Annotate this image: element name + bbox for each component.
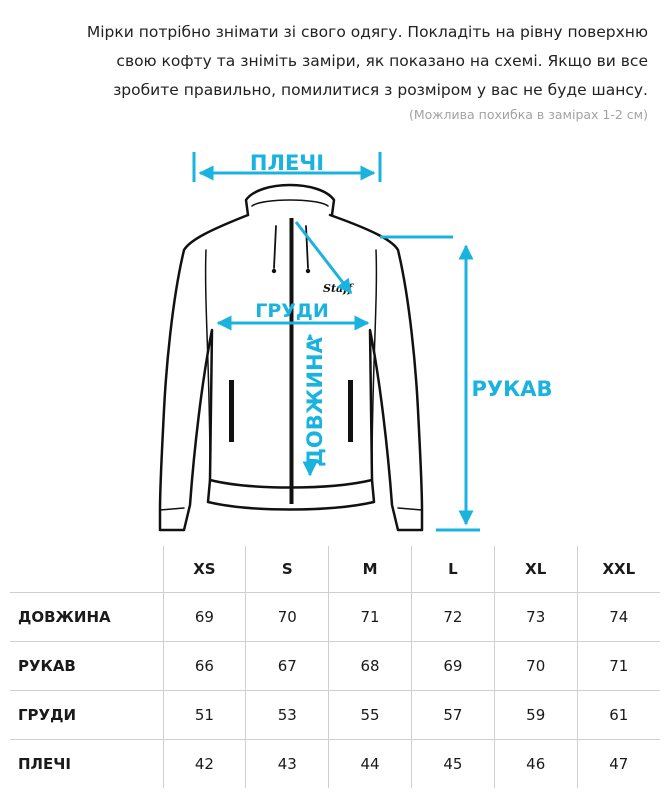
table-cell: 71 [577,642,660,691]
hoodie-measurement-diagram [0,140,670,550]
table-cell: 72 [411,593,494,642]
size-header-row [10,546,660,593]
table-row [10,642,660,691]
table-cell: 66 [163,642,246,691]
table-cell: 57 [411,691,494,740]
size-table [10,546,660,788]
header-cell: S [246,546,329,593]
table-cell: 44 [329,740,412,789]
instruction-line: свою кофту та зніміть заміри, як показано на схемі. Якщо ви все [116,52,648,70]
table-row [10,691,660,740]
row-label: ГРУДИ [10,691,163,740]
table-cell: 74 [577,593,660,642]
table-cell: 59 [494,691,577,740]
table-row [10,740,660,789]
instruction-line: Мірки потрібно знімати зі свого одягу. Покладіть на рівну поверхню [86,23,648,41]
right-pocket [348,380,353,442]
table-cell: 69 [411,642,494,691]
table-row [10,593,660,642]
table-cell: 42 [163,740,246,789]
instruction-line: зробите правильно, помилитися з розміром у вас не буде шансу. [113,81,648,99]
table-cell: 73 [494,593,577,642]
table-cell: 51 [163,691,246,740]
row-label: РУКАВ [10,642,163,691]
table-cell: 43 [246,740,329,789]
table-cell: 67 [246,642,329,691]
length-label: ДОВЖИНА [303,337,327,467]
table-cell: 70 [246,593,329,642]
sleeve-label: РУКАВ [471,377,553,401]
table-cell: 45 [411,740,494,789]
table-cell: 69 [163,593,246,642]
table-cell: 68 [329,642,412,691]
zipper-line [290,218,294,504]
measurement-arrows [194,152,480,530]
table-cell: 61 [577,691,660,740]
header-cell: XXL [577,546,660,593]
left-pocket [229,380,234,442]
header-cell [10,546,163,593]
logo-text: Staff [323,282,353,295]
header-cell: XS [163,546,246,593]
shoulders-label: ПЛЕЧІ [249,151,325,175]
table-cell: 71 [329,593,412,642]
row-label: ПЛЕЧІ [10,740,163,789]
measurement-instructions [28,18,648,105]
table-cell: 46 [494,740,577,789]
header-cell: XL [494,546,577,593]
header-cell: M [329,546,412,593]
error-margin-note: (Можлива похибка в замірах 1-2 см) [408,107,648,122]
table-cell: 47 [609,755,629,773]
table-cell: 70 [494,642,577,691]
table-cell: 55 [329,691,412,740]
header-cell: L [411,546,494,593]
row-label: ДОВЖИНА [10,593,163,642]
table-cell: 53 [246,691,329,740]
chest-label: ГРУДИ [255,300,329,322]
